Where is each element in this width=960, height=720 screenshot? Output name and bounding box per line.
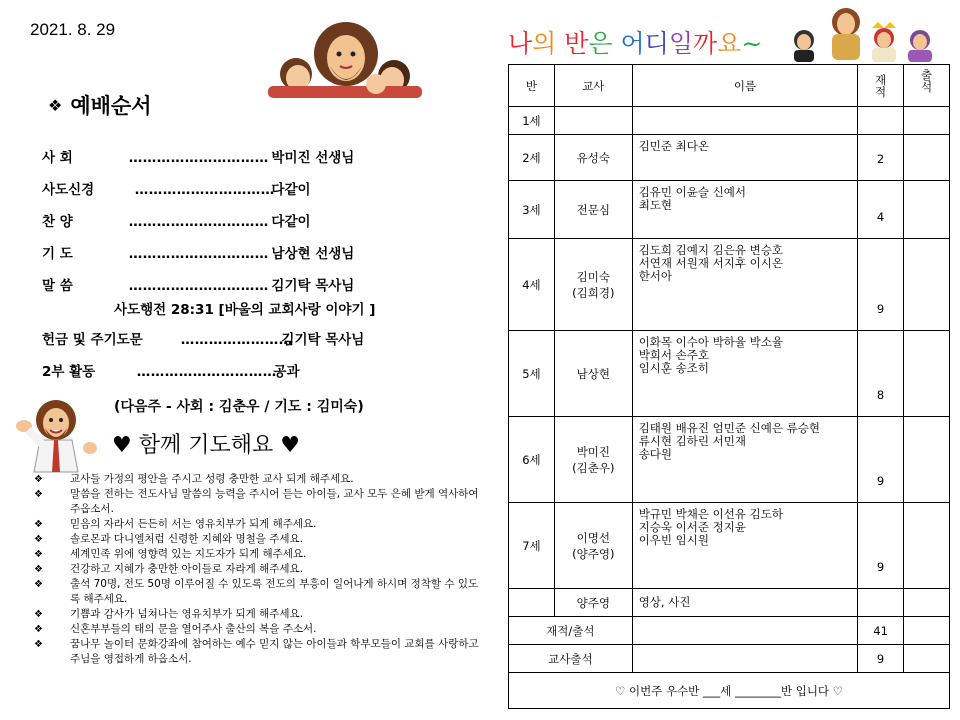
diamond-bullet-icon: ❖ xyxy=(34,474,43,485)
diamond-bullet-icon: ❖ xyxy=(34,519,43,530)
table-row: 2세 유성숙 김민준 최다온 2 xyxy=(509,135,950,181)
prayer-item: ❖ 믿음의 자라서 든든히 서는 영유치부가 되게 해주세요. xyxy=(34,518,317,530)
diamond-bullet-icon: ❖ xyxy=(34,579,43,590)
sermon-scripture: 사도행전 28:31 [바울의 교회사랑 이야기 ] xyxy=(114,302,376,318)
diamond-bullet-icon: ❖ xyxy=(34,549,43,560)
jesus-children-clipart xyxy=(268,18,422,98)
prayer-list xyxy=(34,472,484,667)
table-row: 1세 xyxy=(509,107,950,135)
enrolled-row: 재적/출석 41 xyxy=(509,617,950,645)
title-char: 은 xyxy=(588,29,613,58)
prayer-item: ❖ 세계민족 위에 영향력 있는 지도자가 되게 해주세요. xyxy=(34,548,307,560)
title-char: 의 xyxy=(532,29,557,58)
title-char: 까 xyxy=(693,29,718,58)
teacher-attend-row: 교사출석 9 xyxy=(509,645,950,673)
table-row: 5세 남상현 이화목 이수아 박하율 박소율 박희서 손주호 임시훈 송조히 8 xyxy=(509,331,950,417)
title-char: 나 xyxy=(508,29,533,58)
diamond-bullet-icon: ❖ xyxy=(34,639,43,650)
enrolled-value: 41 xyxy=(858,617,904,645)
diamond-bullet-icon: ❖ xyxy=(34,489,43,500)
table-row: 6세 박미진 (김춘우) 김태원 배유진 엄민준 신예은 류승현 류시현 김하린 서민재 송다원 9 xyxy=(509,417,950,503)
order-item-offering: 헌금 및 주기도문 …………………… 김기탁 목사님 xyxy=(42,332,365,348)
diamond-bullet-icon: ❖ xyxy=(48,95,63,115)
prayer-item: ❖ 기쁨과 감사가 넘쳐나는 영유치부가 되게 해주세요. xyxy=(34,608,304,620)
title-char: ~ xyxy=(741,29,763,58)
worship-order-title: 예배순서 xyxy=(70,94,152,118)
title-char: 요 xyxy=(717,29,742,58)
diamond-bullet-icon: ❖ xyxy=(34,609,43,620)
title-char xyxy=(613,29,621,58)
diamond-bullet-icon: ❖ xyxy=(34,534,43,545)
diamond-bullet-icon: ❖ xyxy=(34,624,43,635)
table-header-row xyxy=(509,65,950,107)
prayer-item: ❖ 말씀을 전하는 전도사님 말씀의 능력을 주시어 듣는 아이들, 교사 모두 은혜 받게 역사하여 주옵소서. xyxy=(34,488,479,515)
order-item-activity: 2부 활동 ………………………… 공과 xyxy=(42,364,300,380)
prayer-item: ❖ 건강하고 지혜가 충만한 아이들로 자라게 해주세요. xyxy=(34,563,304,575)
waving-jesus-clipart xyxy=(14,396,100,474)
diamond-bullet-icon: ❖ xyxy=(34,564,43,575)
order-item-prayer: 기 도 ………………………… 남상현 선생님 xyxy=(42,246,355,262)
table-row: 4세 김미숙 (김희경) 김도희 김예지 김은유 변승호 서연재 서원재 서지후 이시온 한서아 9 xyxy=(509,239,950,331)
title-char: 일 xyxy=(668,29,693,58)
prayer-item: ❖ 솔로몬과 다니엘처럼 신령한 지혜와 명철을 주세요. xyxy=(34,533,304,545)
teacher-attend-value: 9 xyxy=(858,645,904,673)
prayer-item: ❖ 꿈나무 놀이터 문화강좌에 참여하는 예수 믿지 않는 아이들과 학부모들이 교회를 사랑하고 주님을 영접하게 하옵소서. xyxy=(34,638,479,665)
prayer-item: ❖ 신혼부부들의 태의 문을 열어주사 출산의 복을 주소서. xyxy=(34,623,317,635)
prayer-title: ♥ 함께 기도해요 ♥ xyxy=(112,433,300,458)
title-char: 반 xyxy=(564,29,589,58)
header-attend: 출석 xyxy=(904,65,950,107)
header-names: 이름 xyxy=(632,65,857,107)
prayer-item: ❖ 교사들 가정의 평안을 주시고 성령 충만한 교사 되게 해주세요. xyxy=(34,473,354,485)
title-char: 어 xyxy=(620,29,645,58)
table-row: 양주영 영상, 사진 xyxy=(509,589,950,617)
class-table-title xyxy=(508,24,762,60)
table-row: 7세 이명선 (양주영) 박규민 박채은 이선유 김도하 지승욱 이서준 정지윤 이우빈 임시원 9 xyxy=(509,503,950,589)
order-item-sermon: 말 씀 ………………………… 김기탁 목사님 xyxy=(42,278,355,294)
header-ban: 반 xyxy=(509,65,555,107)
order-item-creed: 사도신경 ………………………… 다같이 xyxy=(42,182,311,198)
prayer-item: ❖ 출석 70명, 전도 50명 이루어질 수 있도록 전도의 부흥이 일어나게 하시며 정착할 수 있도록 해주세요. xyxy=(34,578,479,605)
order-item-praise: 찬 양 ………………………… 다같이 xyxy=(42,214,311,230)
best-class-footer: ♡ 이번주 우수반 ___세 ________반 입니다 ♡ xyxy=(509,673,950,709)
worship-order-heading xyxy=(48,90,152,120)
header-teacher: 교사 xyxy=(554,65,632,107)
title-char: 디 xyxy=(644,29,669,58)
header-enrolled: 재적 xyxy=(858,65,904,107)
order-item-host: 사 회 ………………………… 박미진 선생님 xyxy=(42,150,355,166)
nativity-kids-clipart xyxy=(784,6,940,62)
bulletin-date: 2021. 8. 29 xyxy=(30,20,116,39)
best-class-row xyxy=(509,673,950,709)
next-week-notice: (다음주 - 사회 : 김춘우 / 기도 : 김미숙) xyxy=(114,399,364,415)
class-attendance-table xyxy=(508,64,950,709)
table-row: 3세 전문심 김유민 이윤슬 신예서 최도현 4 xyxy=(509,181,950,239)
